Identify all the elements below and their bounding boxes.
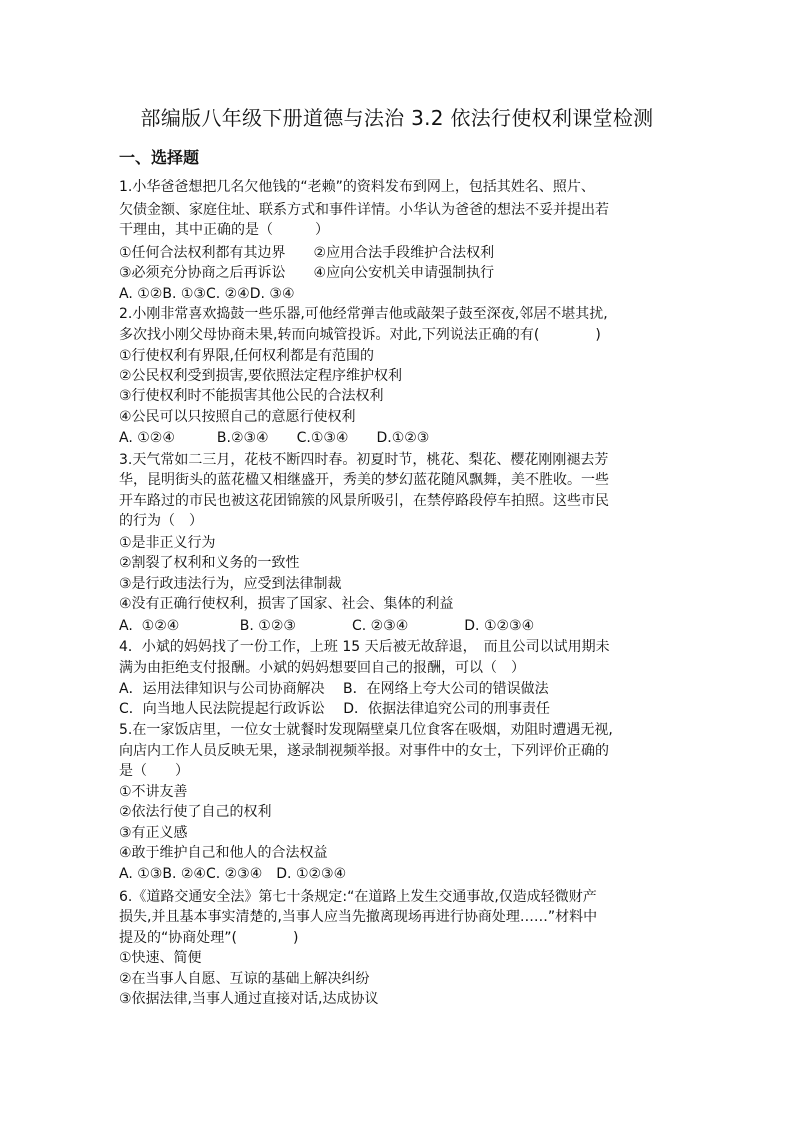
text-line: ②割裂了权利和义务的一致性 <box>119 555 300 571</box>
text-line: ④公民可以只按照自己的意愿行使权利 <box>119 409 356 425</box>
text-line: 损失,并且基本事实清楚的,当事人应当先撤离现场再进行协商处理……”材料中 <box>119 909 598 925</box>
section-heading: 一、选择题 <box>119 148 200 167</box>
text-line: 向店内工作人员反映无果，遂录制视频举报。对事件中的女士，下列评价正确的 <box>119 743 609 759</box>
text-line: A. ①③B. ②④C. ②③④ D. ①②③④ <box>119 866 347 882</box>
text-line: 干理由，其中正确的是（ ） <box>119 222 329 238</box>
text-line: 欠债金额、家庭住址、联系方式和事件详情。小华认为爸爸的想法不妥并提出若 <box>119 202 609 218</box>
text-line: ①不讲友善 <box>119 784 188 800</box>
text-line: 华，昆明街头的蓝花楹又相继盛开，秀美的梦幻蓝花随风飘舞，美不胜收。一些 <box>119 472 609 488</box>
text-line: 6.《道路交通安全法》第七十条规定:“在道路上发生交通事故,仅造成轻微财产 <box>119 889 597 905</box>
page-title: 部编版八年级下册道德与法治 3.2 依法行使权利课堂检测 <box>140 106 654 130</box>
text-line: ③有正义感 <box>119 825 188 841</box>
text-line: ①任何合法权利都有其边界 ②应用合法手段维护合法权利 <box>119 245 495 261</box>
text-line: 1.小华爸爸想把几名欠他钱的“老赖”的资料发布到网上，包括其姓名、照片、 <box>119 179 595 195</box>
text-line: A．运用法律知识与公司协商解决 B．在网络上夸大公司的错误做法 <box>119 681 549 697</box>
text-line: 多次找小刚父母协商未果,转而向城管投诉。对此,下列说法正确的有( ) <box>119 327 601 343</box>
text-line: ②在当事人自愿、互谅的基础上解决纠纷 <box>119 971 370 987</box>
text-line: ①行使权利有界限,任何权利都是有范围的 <box>119 348 374 364</box>
text-line: ①快速、简便 <box>119 950 202 966</box>
text-line: ③是行政违法行为，应受到法律制裁 <box>119 576 342 592</box>
text-line: 4．小斌的妈妈找了一份工作，上班 15 天后被无故辞退， 而且公司以试用期未 <box>119 639 610 655</box>
text-line: ③行使权利时不能损害其他公民的合法权利 <box>119 388 384 404</box>
text-line: ④敢于维护自己和他人的合法权益 <box>119 845 328 861</box>
text-line: A. ①②B. ①③C. ②④D. ③④ <box>119 286 295 302</box>
text-line: ③依据法律,当事人通过直接对话,达成协议 <box>119 991 379 1007</box>
text-line: A. ①②④ B. ①②③ C. ②③④ D. ①②③④ <box>119 618 535 634</box>
text-line: 5.在一家饭店里，一位女士就餐时发现隔壁桌几位食客在吸烟，劝阻时遭遇无视, <box>119 722 613 738</box>
text-line: 是（ ） <box>119 763 189 779</box>
text-line: ②公民权利受到损害,要依照法定程序维护权利 <box>119 368 402 384</box>
text-line: 的行为（ ） <box>119 513 203 529</box>
text-line: 提及的“协商处理”( ) <box>119 930 299 946</box>
text-line: C．向当地人民法院提起行政诉讼 D．依据法律追究公司的刑事责任 <box>119 701 551 717</box>
text-line: ③必须充分协商之后再诉讼 ④应向公安机关申请强制执行 <box>119 265 495 281</box>
text-line: A. ①②④ B.②③④ C.①③④ D.①②③ <box>119 430 430 446</box>
text-line: 开车路过的市民也被这花团锦簇的风景所吸引，在禁停路段停车拍照。这些市民 <box>119 493 609 509</box>
text-line: 满为由拒绝支付报酬。小斌的妈妈想要回自己的报酬，可以（ ） <box>119 660 525 676</box>
text-line: ①是非正义行为 <box>119 535 216 551</box>
text-line: 2.小刚非常喜欢捣鼓一些乐器,可他经常弹吉他或敲架子鼓至深夜,邻居不堪其扰, <box>119 306 608 322</box>
text-line: 3.天气常如二三月，花枝不断四时春。初夏时节，桃花、梨花、樱花刚刚褪去芳 <box>119 452 609 468</box>
text-line: ②依法行使了自己的权利 <box>119 804 272 820</box>
text-line: ④没有正确行使权利，损害了国家、社会、集体的利益 <box>119 596 454 612</box>
